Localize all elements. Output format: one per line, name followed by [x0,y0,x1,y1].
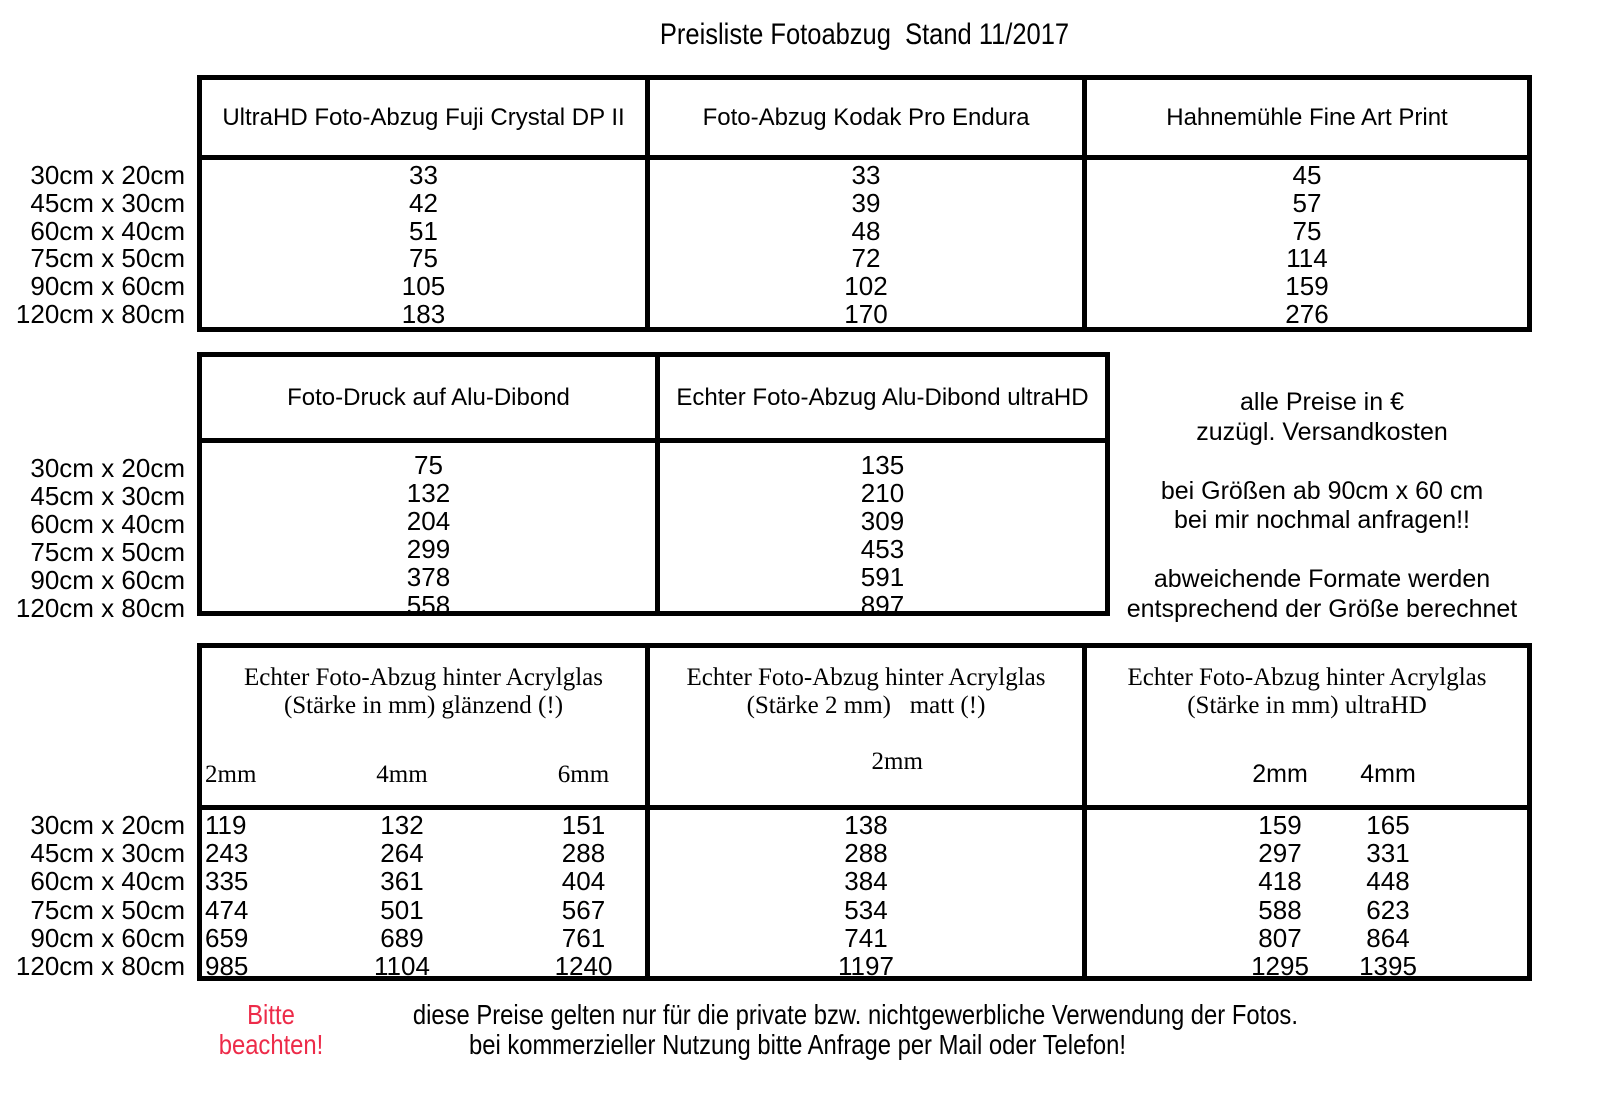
size-label: 30cm x 20cm [30,810,185,840]
size-label: 60cm x 40cm [30,866,185,897]
price-cell: 474 [205,894,249,925]
price-cell: 453 [860,534,905,564]
price-cell: 807 [1258,922,1302,953]
price-cell: 761 [561,922,606,953]
price-cell: 57 [1292,187,1322,218]
price-cell: 276 [1285,298,1329,329]
price-cell: 378 [406,562,451,592]
footer-warning-line: beachten! [218,1029,324,1060]
thickness-subheader-row [650,720,1082,804]
size-label: 30cm x 20cm [30,160,185,190]
price-row [1087,839,1527,867]
size-label: 90cm x 60cm [30,922,185,953]
price-cell: 741 [844,922,888,953]
table-photo-prints [197,75,1532,332]
size-label: 90cm x 60cm [30,271,185,302]
price-cell: 42 [409,187,438,218]
price-cell: 159 [1258,810,1302,840]
note-line [1112,536,1532,566]
size-label: 75cm x 50cm [30,537,185,567]
price-cell: 264 [380,838,424,869]
price-cell: 448 [1366,866,1410,897]
column-header-title: Echter Foto-Abzug hinter Acrylglas [686,664,1046,691]
price-row [202,867,645,895]
size-label: 90cm x 60cm [30,565,185,595]
price-cell: 331 [1366,838,1410,869]
price-cell: 75 [1292,215,1322,246]
price-cell: 985 [205,951,249,982]
note-line: alle Preise in € [1240,388,1404,416]
price-cell: 33 [851,160,881,190]
price-cell: 151 [561,810,606,840]
table-alu-dibond-header [202,357,1105,443]
price-column [660,443,1105,620]
price-row [202,896,645,924]
price-cell: 288 [844,838,888,869]
footer-warning-line: Bitte [247,999,295,1030]
table-photo-prints-body [202,160,1527,327]
price-cell: 183 [401,298,446,329]
column-header: Foto-Abzug Kodak Pro Endura [650,80,1087,155]
price-cell: 299 [406,534,451,564]
thickness-label: 4mm [376,761,428,788]
thickness-label: 2mm [205,761,257,788]
thickness-label: 2mm [871,748,923,775]
table-alu-dibond [197,352,1110,620]
price-cell: 897 [860,590,905,620]
price-cell: 361 [380,866,424,897]
column-header-title: Echter Foto-Abzug hinter Acrylglas [244,664,603,691]
price-cell: 558 [406,590,451,620]
price-cell: 243 [205,838,249,869]
price-column-glaenzend [202,810,650,980]
price-row [1087,896,1527,924]
price-cell: 159 [1285,271,1329,302]
price-cell: 39 [851,187,881,218]
price-cell: 501 [380,894,424,925]
price-row [1087,811,1527,839]
column-header: UltraHD Foto-Abzug Fuji Crystal DP II [202,80,650,155]
price-column-ultrahd [1087,810,1527,980]
price-cell: 297 [1258,838,1302,869]
note-line [1112,447,1532,477]
price-cell: 309 [860,506,905,536]
price-column [202,443,660,620]
price-row [202,839,645,867]
price-cell: 75 [414,450,443,480]
size-label: 75cm x 50cm [30,243,185,274]
note-line: abweichende Formate werden [1153,565,1491,593]
price-cell: 1197 [838,951,894,982]
price-cell: 102 [844,271,888,302]
size-label: 120cm x 80cm [15,298,185,329]
price-cell: 335 [205,866,249,897]
column-header: Foto-Druck auf Alu-Dibond [202,357,660,438]
table-alu-dibond-body [202,443,1105,620]
price-cell: 75 [409,243,438,274]
column-header-matt [650,648,1087,805]
note-line: zuzügl. Versandkosten [1196,417,1448,446]
price-cell: 114 [1286,243,1328,274]
price-cell: 204 [406,506,451,536]
price-row [1087,952,1527,980]
price-column [650,160,1087,327]
price-cell: 567 [561,894,606,925]
price-cell: 132 [380,810,424,840]
price-cell: 135 [860,450,905,480]
size-label: 120cm x 80cm [15,593,185,623]
footer-text-line: bei kommerzieller Nutzung bitte Anfrage per Mail oder Telefon! [468,1029,1127,1060]
column-header-glaenzend [202,648,650,805]
price-cell: 45 [1292,160,1322,190]
size-labels-table3 [0,811,185,980]
column-header-title: (Stärke in mm) ultraHD [1187,692,1427,719]
price-cell: 404 [561,866,606,897]
table-acrylglas-body [202,810,1527,980]
price-cell: 119 [205,810,247,840]
column-header-title: (Stärke in mm) glänzend (!) [283,692,564,719]
price-row [1087,867,1527,895]
size-label: 60cm x 40cm [30,215,185,246]
price-cell: 591 [860,562,905,592]
size-label: 45cm x 30cm [30,481,185,511]
size-label: 45cm x 30cm [30,187,185,218]
column-header: Echter Foto-Abzug Alu-Dibond ultraHD [676,383,1089,411]
price-cell: 689 [380,922,424,953]
table-acrylglas-header [202,648,1527,810]
footer-warning [208,1000,334,1060]
footer-text-line: diese Preise gelten nur für die private bzw. nichtgewerbliche Verwendung der Fotos. [412,999,1298,1030]
note-line: entsprechend der Größe berechnet [1126,594,1518,623]
price-cell: 659 [205,922,249,953]
column-header-ultrahd [1087,648,1527,805]
price-cell: 623 [1366,894,1410,925]
thickness-subheader-row [202,761,645,789]
price-cell: 72 [851,243,881,274]
size-label: 60cm x 40cm [30,509,185,539]
page-title: Preisliste Fotoabzug Stand 11/2017 [659,18,1070,51]
pricing-notes [1112,388,1532,624]
price-cell: 534 [844,894,888,925]
size-label: 120cm x 80cm [15,951,185,982]
thickness-label: 2mm [1252,760,1308,788]
size-label: 75cm x 50cm [30,894,185,925]
thickness-label: 6mm [557,761,610,788]
price-cell: 384 [844,866,888,897]
price-cell: 1240 [554,951,613,982]
table-acrylglas [197,643,1532,981]
thickness-subheader-row [1087,760,1527,789]
price-cell: 210 [860,478,905,508]
price-cell: 105 [401,271,446,302]
size-label: 30cm x 20cm [30,453,185,483]
note-line: bei mir nochmal anfragen!! [1174,506,1470,534]
price-cell: 170 [844,298,888,329]
column-header-title: (Stärke 2 mm) matt (!) [746,692,986,719]
price-cell: 418 [1258,866,1302,897]
price-cell: 132 [406,478,451,508]
price-cell: 1104 [374,951,430,982]
size-labels-table1 [0,162,185,329]
price-cell: 1295 [1251,951,1309,982]
footer-text [412,999,1298,1060]
price-cell: 165 [1366,810,1410,840]
price-column-matt [650,810,1087,980]
price-cell: 1395 [1359,951,1417,982]
price-row [202,811,645,839]
price-row [1087,924,1527,952]
price-cell: 864 [1366,922,1410,953]
price-cell: 51 [409,215,438,246]
price-cell: 138 [844,810,888,840]
price-column [1087,160,1527,327]
column-header-title: Echter Foto-Abzug hinter Acrylglas [1127,664,1487,691]
size-labels-table2 [0,454,185,622]
price-row [202,924,645,952]
price-column [202,160,650,327]
size-label: 45cm x 30cm [30,838,185,869]
price-cell: 48 [851,215,881,246]
note-line: bei Größen ab 90cm x 60 cm [1160,476,1484,505]
table-photo-prints-header [202,80,1527,160]
thickness-label: 4mm [1360,760,1416,788]
price-cell: 288 [561,838,606,869]
price-cell: 33 [409,160,438,190]
column-header: Hahnemühle Fine Art Print [1166,103,1448,131]
price-cell: 588 [1258,894,1302,925]
price-row [202,952,645,980]
